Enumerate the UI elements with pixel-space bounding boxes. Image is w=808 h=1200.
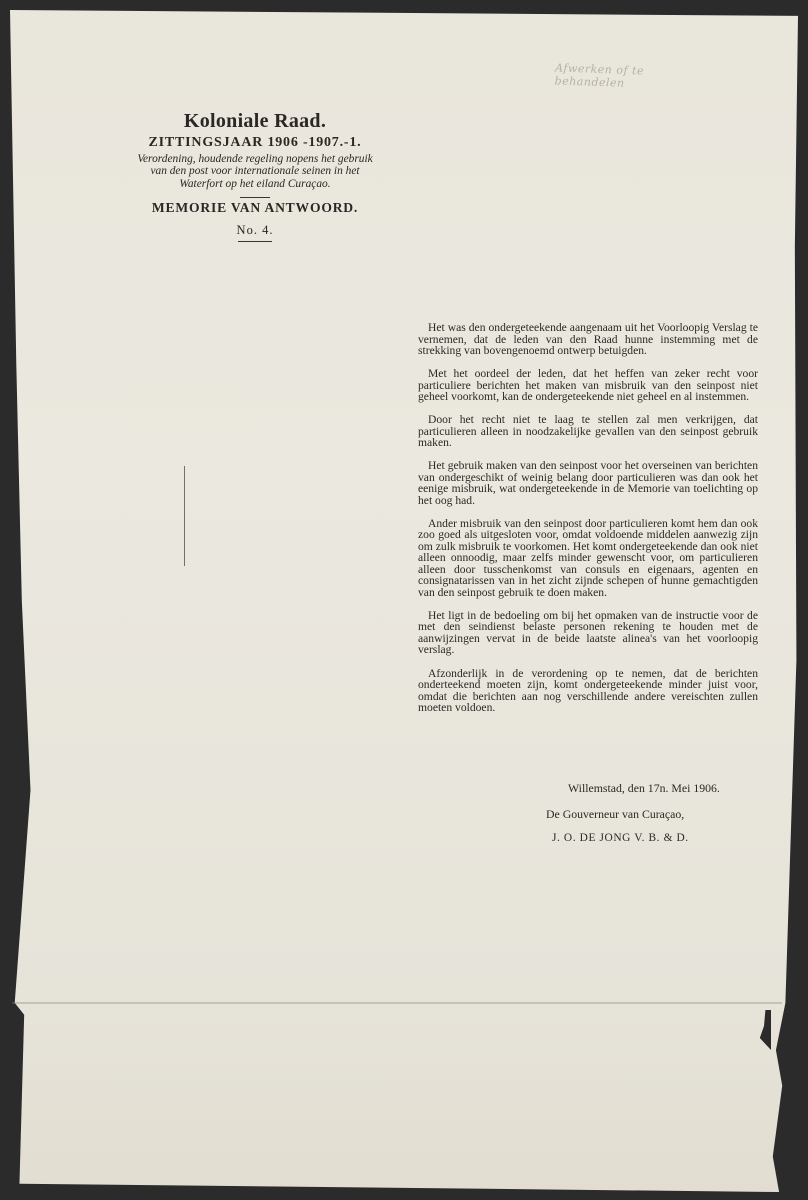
- body-paragraph: Afzonderlijk in de verordening op te nemen, dat de berichten onderteekend moeten zijn, komt ondergeteekende minder juist voor, omdat die berichten aan nog verschillende andere vereischten zullen moeten voldoen.: [418, 666, 758, 715]
- crease-mark: [184, 466, 185, 566]
- memorie-title: MEMORIE VAN ANTWOORD.: [151, 199, 359, 215]
- body-paragraph: Ander misbruik van den seinpost door particulieren komt hem dan ook zoo goed als uitgesloten voor, omdat voldoende middelen aanwezig zijn om zulk misbruik te voorkomen. Het komt ondergeteekende dan ook niet alleen onnoodig, maar zelfs minder gewenscht voor, om particulieren alleen door tusschenkomst van consuls en eigenaars, agenten en consignatarissen van in het zicht zijnde schepen of hunne gemachtigden van den seinpost gebruik te doen maken.: [418, 516, 758, 599]
- council-title: Koloniale Raad.: [183, 110, 327, 132]
- divider-rule: [238, 241, 272, 242]
- memorie-body: [418, 322, 758, 725]
- place-date: Willemstad, den 17n. Mei 1906.: [568, 781, 720, 795]
- document-header: [124, 110, 386, 242]
- signatory-role: De Gouverneur van Curaçao,: [546, 807, 685, 821]
- ordinance-subject: Verordening, houdende regeling nopens het gebruik van den post voor internationale seinen in het Waterfort op het eiland Curaçao.: [137, 153, 373, 190]
- signatory-name: J. O. DE JONG V. B. & D.: [552, 832, 689, 844]
- pencil-annotation: Afwerken of te behandelen: [554, 61, 645, 90]
- document-number: No. 4.: [236, 222, 274, 237]
- session-year: ZITTINGSJAAR 1906 -1907.-1.: [148, 135, 362, 150]
- body-paragraph: Het was den ondergeteekende aangenaam uit het Voorloopig Verslag te vernemen, dat de leden van den Raad hunne instemming met de strekking van bovengenoemd ontwerp betuigden.: [418, 321, 758, 357]
- body-paragraph: Met het oordeel der leden, dat het heffen van zeker recht voor particuliere berichten het maken van misbruik van den seinpost niet geheel voorkomt, kan de ondergeteekende niet geheel en al instemmen.: [418, 367, 758, 404]
- body-paragraph: Het gebruik maken van den seinpost voor het overseinen van berichten van ondergeschikt of weinig belang door particulieren was dan ook het eenige misbruik, wat ondergeteekende in de Memorie van toelichting op het oog had.: [418, 459, 758, 507]
- divider-rule: [240, 197, 270, 198]
- body-paragraph: Het ligt in de bedoeling om bij het opmaken van de instructie voor de met den seindienst belaste personen rekening te houden met de aanwijzingen vervat in de beide laatste alinea's van het voorloopig verslag.: [418, 608, 758, 657]
- body-paragraph: Door het recht niet te laag te stellen zal men verkrijgen, dat particulieren alleen in noodzakelijke gevallen van den seinpost gebruik maken.: [418, 413, 758, 450]
- fold-line: [12, 1002, 782, 1004]
